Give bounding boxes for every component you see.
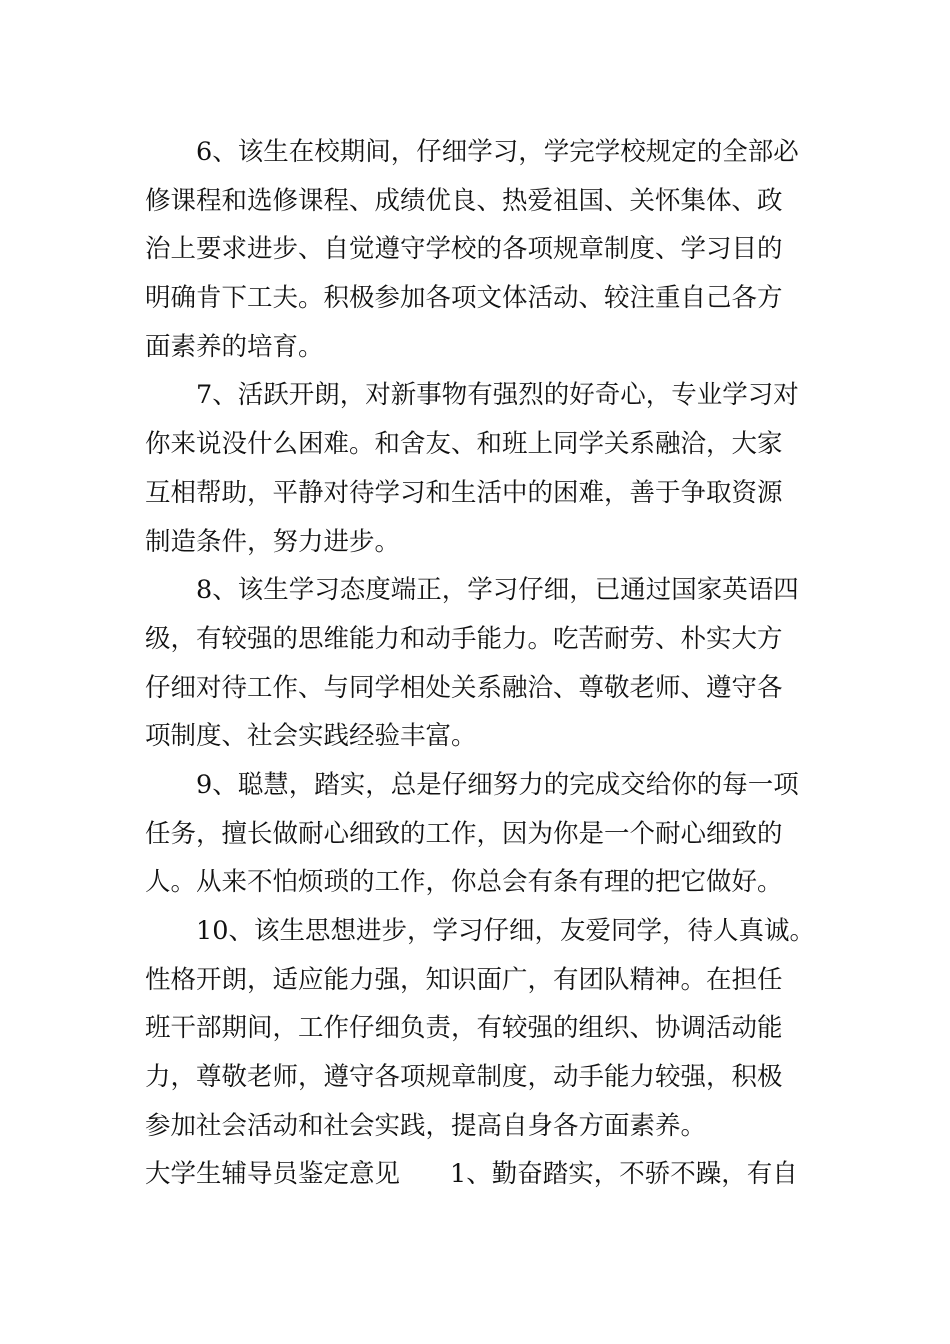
section-heading-line	[145, 1150, 825, 1199]
paragraph-line: 明确肯下工夫。积极参加各项文体活动、较注重自己各方	[145, 283, 783, 314]
paragraph-line: 你来说没什么困难。和舍友、和班上同学关系融洽，大家	[145, 429, 783, 460]
paragraph-8	[145, 566, 825, 761]
paragraph-line: 10、该生思想进步，学习仔细，友爱同学，待人真诚。	[196, 916, 815, 946]
paragraph-line: 班干部期间，工作仔细负责，有较强的组织、协调活动能	[145, 1013, 783, 1044]
section-heading: 大学生辅导员鉴定意见	[145, 1159, 401, 1190]
paragraph-line: 力，尊敬老师，遵守各项规章制度，动手能力较强，积极	[145, 1062, 783, 1093]
paragraph-line: 仔细对待工作、与同学相处关系融洽、尊敬老师、遵守各	[145, 672, 783, 703]
paragraph-9	[145, 761, 825, 907]
paragraph-line: 7、活跃开朗，对新事物有强烈的好奇心，专业学习对	[196, 380, 799, 411]
paragraph-line: 修课程和选修课程、成绩优良、热爱祖国、关怀集体、政	[145, 185, 783, 216]
paragraph-line: 任务，擅长做耐心细致的工作，因为你是一个耐心细致的	[145, 818, 783, 849]
document-body	[145, 128, 825, 1199]
paragraph-line: 制造条件，努力进步。	[145, 526, 401, 557]
paragraph-line: 性格开朗，适应能力强，知识面广，有团队精神。在担任	[145, 964, 783, 995]
paragraph-line: 项制度、社会实践经验丰富。	[145, 721, 477, 752]
paragraph-line: 参加社会活动和社会实践，提高自身各方面素养。	[145, 1110, 707, 1141]
paragraph-6	[145, 128, 825, 371]
paragraph-line: 6、该生在校期间，仔细学习，学完学校规定的全部必	[196, 137, 799, 167]
paragraph-line: 8、该生学习态度端正，学习仔细，已通过国家英语四	[196, 575, 799, 606]
paragraph-10	[145, 907, 825, 1150]
paragraph-line: 面素养的培育。	[145, 331, 324, 362]
paragraph-line: 人。从来不怕烦琐的工作，你总会有条有理的把它做好。	[145, 867, 783, 898]
paragraph-line: 互相帮助，平静对待学习和生活中的困难，善于争取资源	[145, 477, 783, 508]
paragraph-7	[145, 371, 825, 566]
paragraph-line: 级，有较强的思维能力和动手能力。吃苦耐劳、朴实大方	[145, 623, 783, 654]
paragraph-line: 9、聪慧，踏实，总是仔细努力的完成交给你的每一项	[196, 769, 799, 800]
paragraph-line: 治上要求进步、自觉遵守学校的各项规章制度、学习目的	[145, 234, 783, 265]
section-first-line: 1、勤奋踏实，不骄不躁，有自	[450, 1159, 798, 1190]
